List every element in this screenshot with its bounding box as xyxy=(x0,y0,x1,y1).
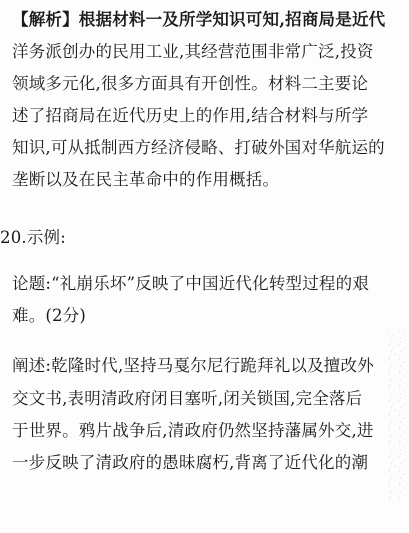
argument-line-1: 阐述:乾隆时代,坚持马戛尔尼行跪拜礼以及擅改外 xyxy=(12,356,374,375)
analysis-line-5: 知识,可从抵制西方经济侵略、打破外国对华航运的 xyxy=(12,138,385,157)
argument-line-3: 于世界。鸦片战争后,清政府仍然坚持藩属外交,进 xyxy=(12,421,374,440)
thesis-line-2: 难。(2分) xyxy=(12,306,87,325)
argument-line-2: 交文书,表明清政府闭目塞听,闭关锁国,完全落后 xyxy=(12,389,363,408)
argument-line-4: 一步反映了清政府的愚昧腐朽,背离了近代化的潮 xyxy=(12,453,369,472)
analysis-line-4: 述了招商局在近代历史上的作用,结合材料与所学 xyxy=(12,106,369,125)
analysis-line-2: 洋务派创办的民用工业,其经营范围非常广泛,投资 xyxy=(12,42,374,61)
analysis-line-1: 【解析】根据材料一及所学知识可知,招商局是近代 xyxy=(12,10,386,29)
question-20-heading: 20.示例: xyxy=(0,228,66,247)
thesis-line-1: 论题:“礼崩乐坏”反映了中国近代化转型过程的艰 xyxy=(12,274,370,293)
analysis-line-3: 领域多元化,很多方面具有开创性。材料二主要论 xyxy=(12,74,369,93)
analysis-line-6: 垄断以及在民主革命中的作用概括。 xyxy=(12,170,280,189)
scan-speckle xyxy=(387,330,407,500)
